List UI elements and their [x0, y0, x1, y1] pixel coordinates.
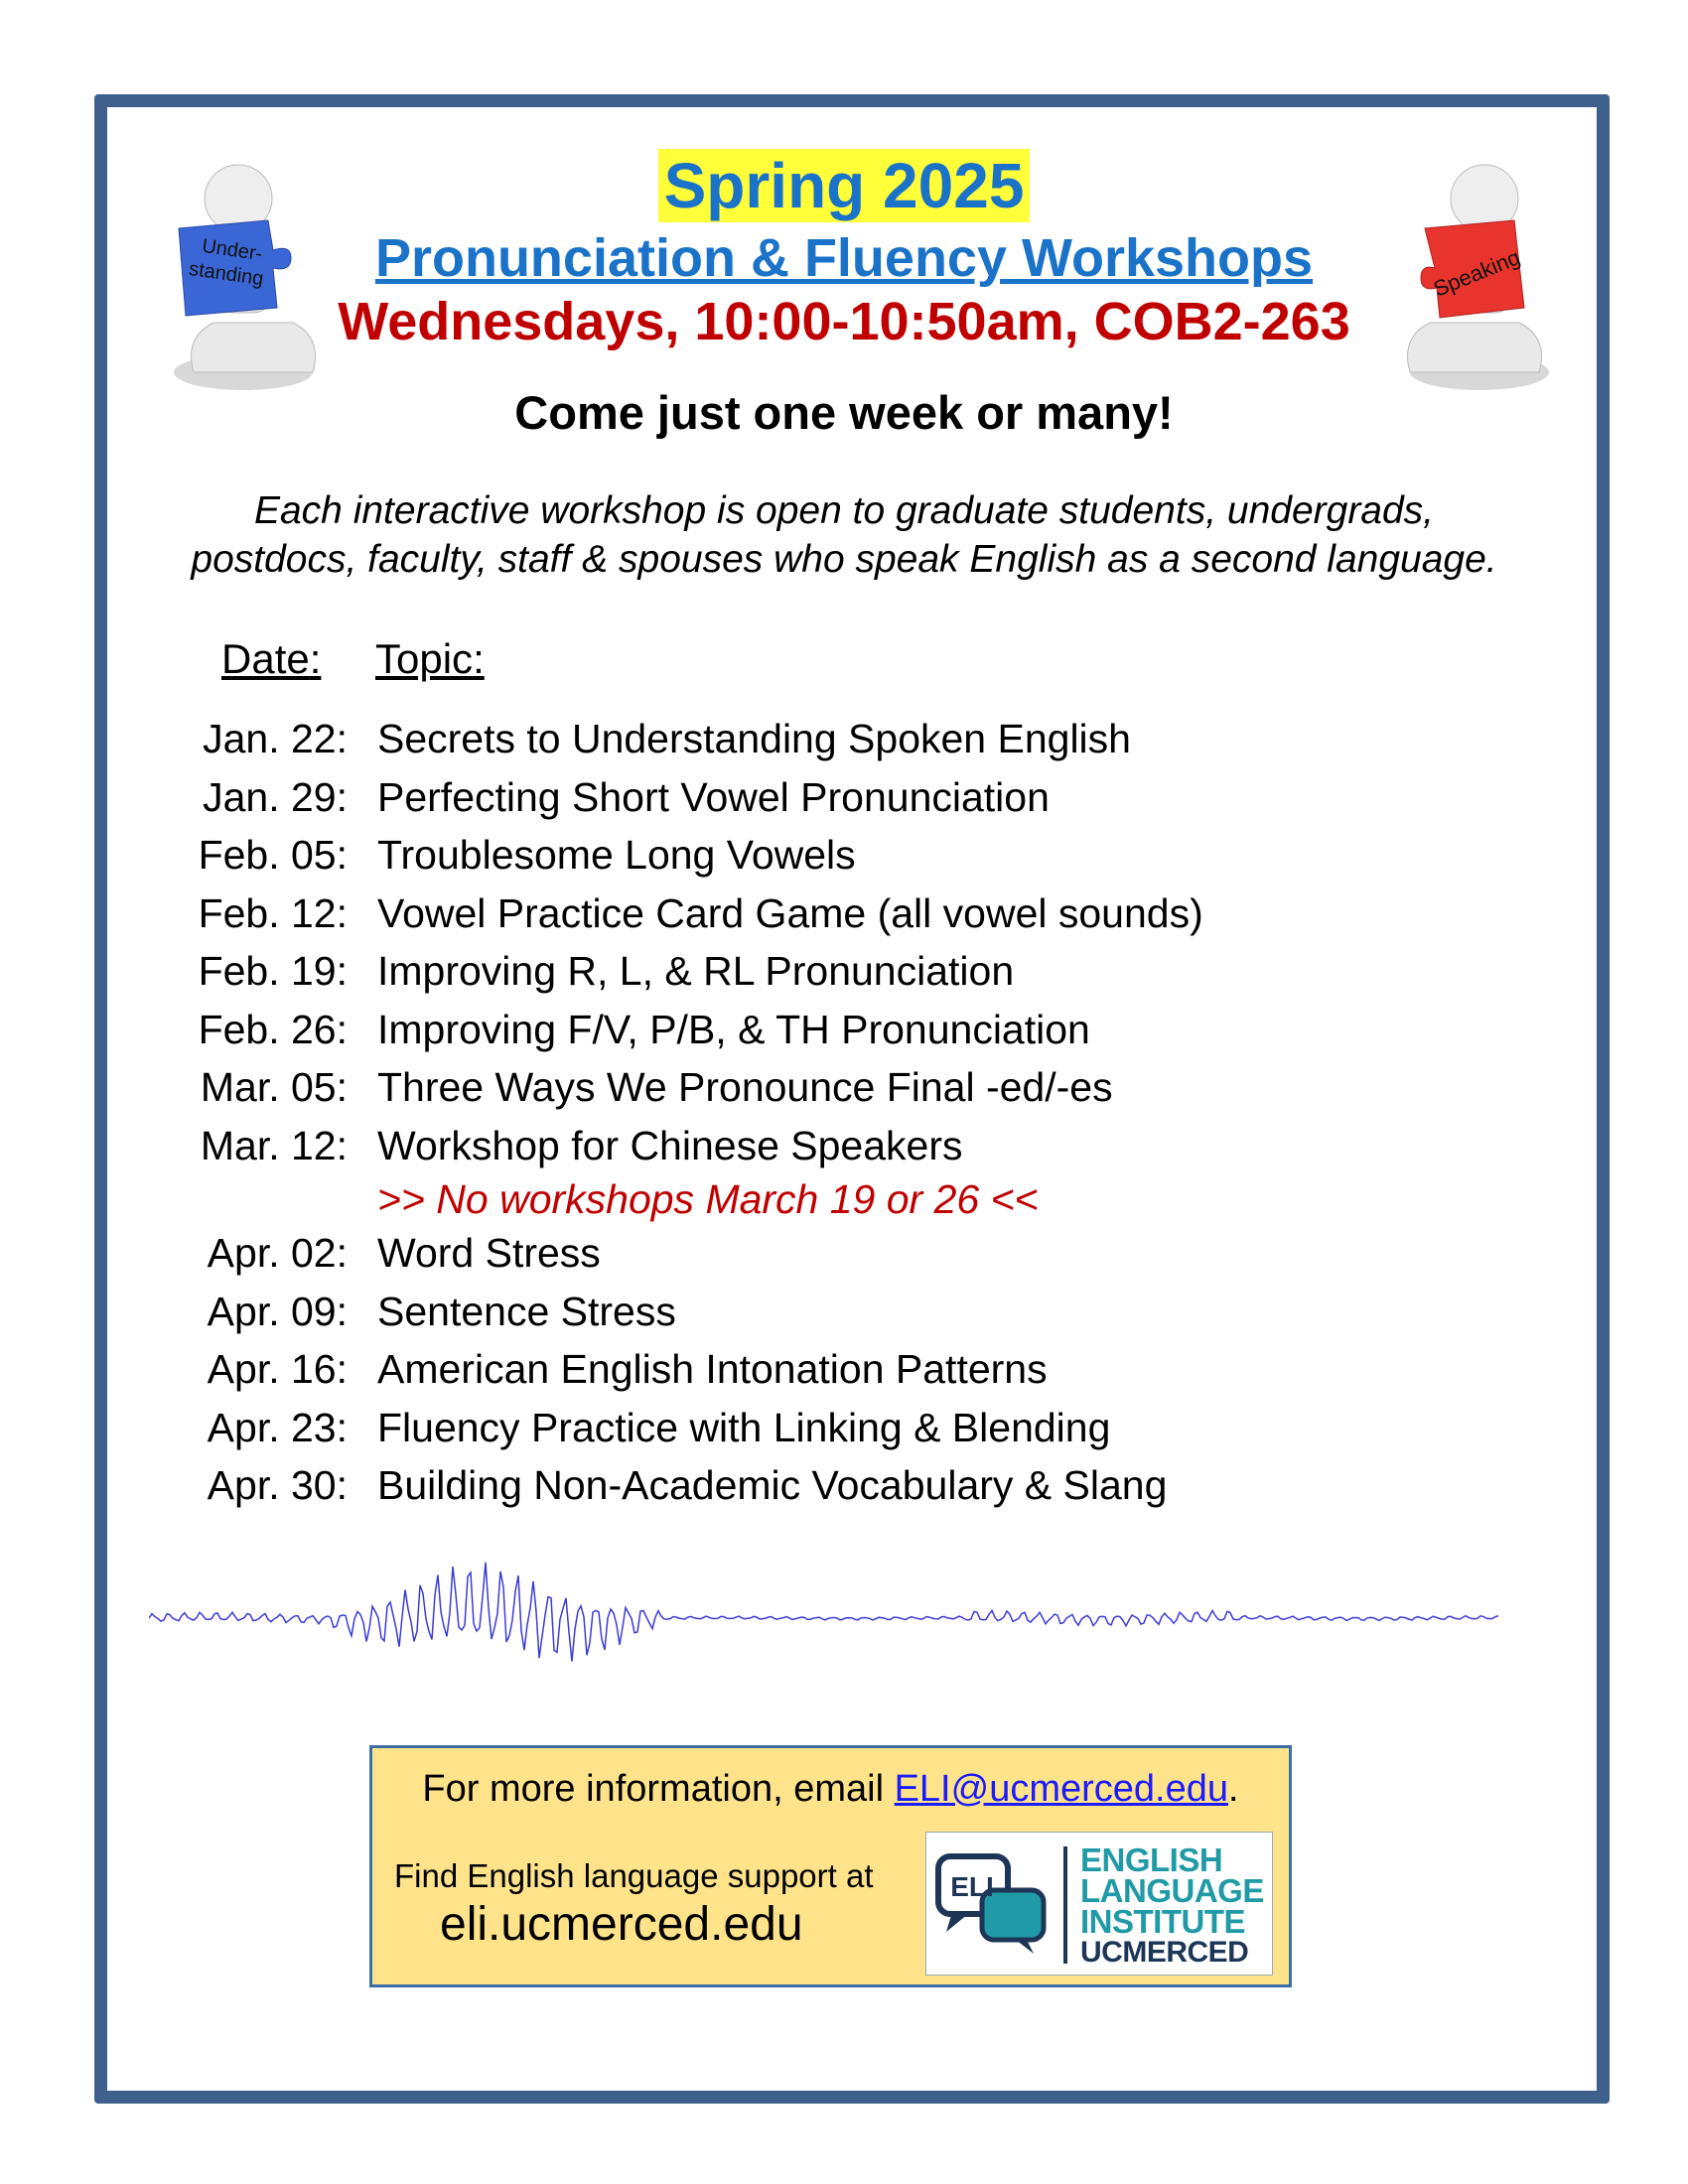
row-topic: Workshop for Chinese Speakers [377, 1122, 963, 1168]
email-line: For more information, email ELI@ucmerced.edu. [422, 1768, 1239, 1810]
season-title: Spring 2025 [658, 149, 1031, 222]
row-topic: American English Intonation Patterns [377, 1346, 1048, 1392]
date-column-header: Date: [221, 635, 322, 682]
row-date: Jan. 22: [203, 716, 348, 761]
email-link[interactable]: ELI@ucmerced.edu [894, 1768, 1228, 1810]
row-topic: Word Stress [377, 1230, 601, 1276]
schedule-row [0, 768, 1688, 827]
row-topic: Three Ways We Pronounce Final -ed/-es [377, 1064, 1113, 1110]
row-date: Apr. 23: [207, 1404, 348, 1450]
topic-column-header: Topic: [375, 635, 485, 682]
row-topic: Vowel Practice Card Game (all vowel sounds) [377, 889, 1203, 936]
row-topic: Improving F/V, P/B, & TH Pronunciation [377, 1006, 1090, 1052]
series-title: Pronunciation & Fluency Workshops [374, 228, 1314, 288]
schedule-row [0, 942, 1688, 1001]
row-date: Feb. 19: [198, 948, 348, 994]
row-topic: Sentence Stress [377, 1288, 676, 1334]
logo-badge: ELI [950, 1871, 994, 1902]
row-date: Mar. 05: [200, 1064, 348, 1110]
schedule-row [0, 826, 1688, 885]
row-date: Jan. 29: [203, 773, 348, 820]
row-topic: Perfecting Short Vowel Pronunciation [377, 773, 1050, 820]
schedule-row [0, 885, 1688, 943]
schedule-row [0, 1283, 1688, 1341]
intro-line-2: postdocs, faculty, staff & spouses who speak English as a second language. [191, 538, 1497, 581]
row-date: Feb. 05: [198, 832, 348, 878]
tagline: Come just one week or many! [514, 386, 1174, 439]
puzzle-label-speaking: Speaking [1429, 244, 1524, 302]
info-box [369, 1745, 1292, 1987]
row-date: Apr. 09: [207, 1288, 348, 1334]
logo-divider [1063, 1846, 1067, 1964]
row-topic: Troublesome Long Vowels [377, 832, 856, 878]
support-text: Find English language support at [394, 1857, 874, 1894]
puzzle-label-understanding-1: Under- [201, 234, 264, 266]
row-topic: Building Non-Academic Vocabulary & Slang [377, 1462, 1168, 1508]
eli-logo [925, 1832, 1273, 1976]
schedule-line: Wednesdays, 10:00-10:50am, COB2-263 [338, 292, 1350, 351]
schedule-row [0, 1117, 1688, 1175]
no-workshops-notice: >> No workshops March 19 or 26 << [377, 1176, 1039, 1222]
schedule-row [0, 1058, 1688, 1117]
intro-line-1: Each interactive workshop is open to graduate students, undergrads, [253, 489, 1435, 532]
row-date: Feb. 12: [198, 889, 348, 936]
schedule-row [0, 1399, 1688, 1457]
intro-text [0, 486, 1688, 584]
logo-wordmark: ENGLISH LANGUAGE INSTITUTE UCMERCED [1080, 1842, 1264, 1969]
row-topic: Fluency Practice with Linking & Blending [377, 1404, 1111, 1450]
schedule-row [0, 1456, 1688, 1515]
workshop-schedule [0, 710, 1688, 1515]
row-topic: Secrets to Understanding Spoken English [377, 716, 1131, 761]
row-date: Apr. 16: [207, 1346, 348, 1392]
row-date: Apr. 30: [207, 1462, 348, 1508]
schedule-row [0, 710, 1688, 768]
header [0, 149, 1688, 353]
row-date: Feb. 26: [198, 1006, 348, 1052]
row-topic: Improving R, L, & RL Pronunciation [377, 948, 1015, 994]
row-date: Mar. 12: [200, 1122, 348, 1168]
puzzle-label-understanding-2: standing [187, 257, 265, 291]
website-text: eli.ucmerced.edu [440, 1898, 803, 1951]
chat-bubbles-icon [934, 1850, 1054, 1960]
soundwave-icon [149, 1559, 1499, 1678]
schedule-row [0, 1224, 1688, 1283]
schedule-row [0, 1340, 1688, 1399]
row-date: Apr. 02: [207, 1230, 348, 1276]
schedule-row [0, 1001, 1688, 1059]
